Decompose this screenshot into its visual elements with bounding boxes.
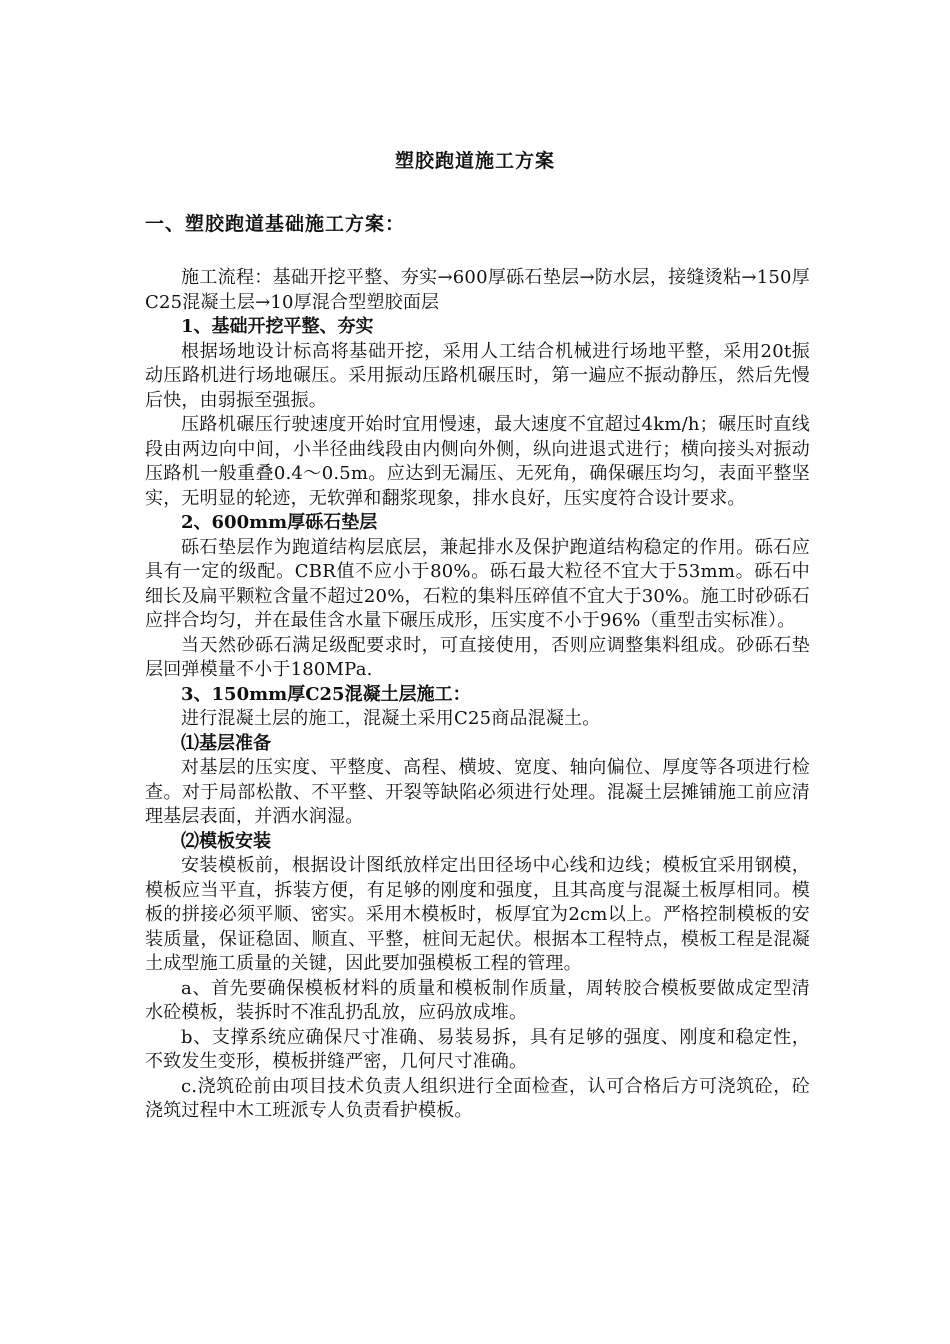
construction-flow-paragraph: 施工流程：基础开挖平整、夯实→600厚砾石垫层→防水层，接缝烫粘→150厚C25混凝土层→10厚混合型塑胶面层 (145, 267, 810, 313)
subheading-gravel-layer: 2、600mm厚砾石垫层 (181, 512, 378, 533)
paragraph-gravel-1: 砾石垫层作为跑道结构层底层，兼起排水及保护跑道结构稳定的作用。砾石应具有一定的级配。CBR值不应小于80%。砾石最大粒径不宜大于53mm。砾石中细长及扁平颗粒含量不超过20%，石粒的集料压碎值不宜大于30%。施工时砂砾石应拌合均匀，并在最佳含水量下碾压成形，压实度不小于96%（重型击实标准）。 (145, 536, 810, 631)
paragraph-foundation-1: 根据场地设计标高将基础开挖，采用人工结合机械进行场地平整，采用20t振动压路机进行场地碾压。采用振动压路机碾压时，第一遍应不振动静压，然后先慢后快，由弱振至强振。 (145, 340, 810, 411)
paragraph-gravel-2: 当天然砂砾石满足级配要求时，可直接使用，否则应调整集料组成。砂砾石垫层回弹模量不小于180MPa. (145, 634, 810, 680)
subheading-concrete-layer: 3、150mm厚C25混凝土层施工： (181, 683, 471, 705)
document-body (145, 266, 810, 1124)
page-title: 塑胶跑道施工方案 (394, 150, 555, 172)
subheading-base-preparation: ⑴基层准备 (181, 732, 271, 754)
paragraph-formwork: 安装模板前，根据设计图纸放样定出田径场中心线和边线；模板宜采用钢模，模板应当平直，拆装方便，有足够的刚度和强度，且其高度与混凝土板厚相同。模板的拼接必须平顺、密实。采用木模板时，板厚宜为2cm以上。严格控制模板的安装质量，保证稳固、顺直、平整，桩间无起伏。根据本工程特点，模板工程是混凝土成型施工质量的关键，因此要加强模板工程的管理。 (145, 855, 810, 974)
subheading-foundation: 1、基础开挖平整、夯实 (181, 316, 374, 337)
paragraph-formwork-c: c.浇筑砼前由项目技术负责人组织进行全面检查，认可合格后方可浇筑砼，砼浇筑过程中木工班派专人负责看护模板。 (145, 1075, 810, 1121)
paragraph-formwork-a: a、首先要确保模板材料的质量和模板制作质量，周转胶合模板要做成定型清水砼模板，装拆时不准乱扔乱放，应码放成堆。 (145, 977, 810, 1023)
subheading-formwork: ⑵模板安装 (181, 830, 271, 852)
paragraph-formwork-b: b、支撑系统应确保尺寸准确、易装易拆，具有足够的强度、刚度和稳定性，不致发生变形，模板拼缝严密，几何尺寸准确。 (145, 1026, 810, 1072)
paragraph-base-preparation: 对基层的压实度、平整度、高程、横坡、宽度、轴向偏位、厚度等各项进行检查。对于局部松散、不平整、开裂等缺陷必须进行处理。混凝土层摊铺施工前应清理基层表面，并洒水润湿。 (145, 757, 810, 827)
paragraph-concrete-intro: 进行混凝土层的施工，混凝土采用C25商品混凝土。 (181, 708, 601, 729)
paragraph-foundation-2: 压路机碾压行驶速度开始时宜用慢速，最大速度不宜超过4km/h；碾压时直线段由两边向中间，小半径曲线段由内侧向外侧，纵向进退式进行；横向接头对振动压路机一般重叠0.4～0.5m。应达到无漏压、无死角，确保碾压均匀，表面平整坚实，无明显的轮迹，无软弹和翻浆现象，排水良好，压实度符合设计要求。 (145, 414, 810, 509)
section-heading: 一、塑胶跑道基础施工方案： (145, 213, 406, 235)
